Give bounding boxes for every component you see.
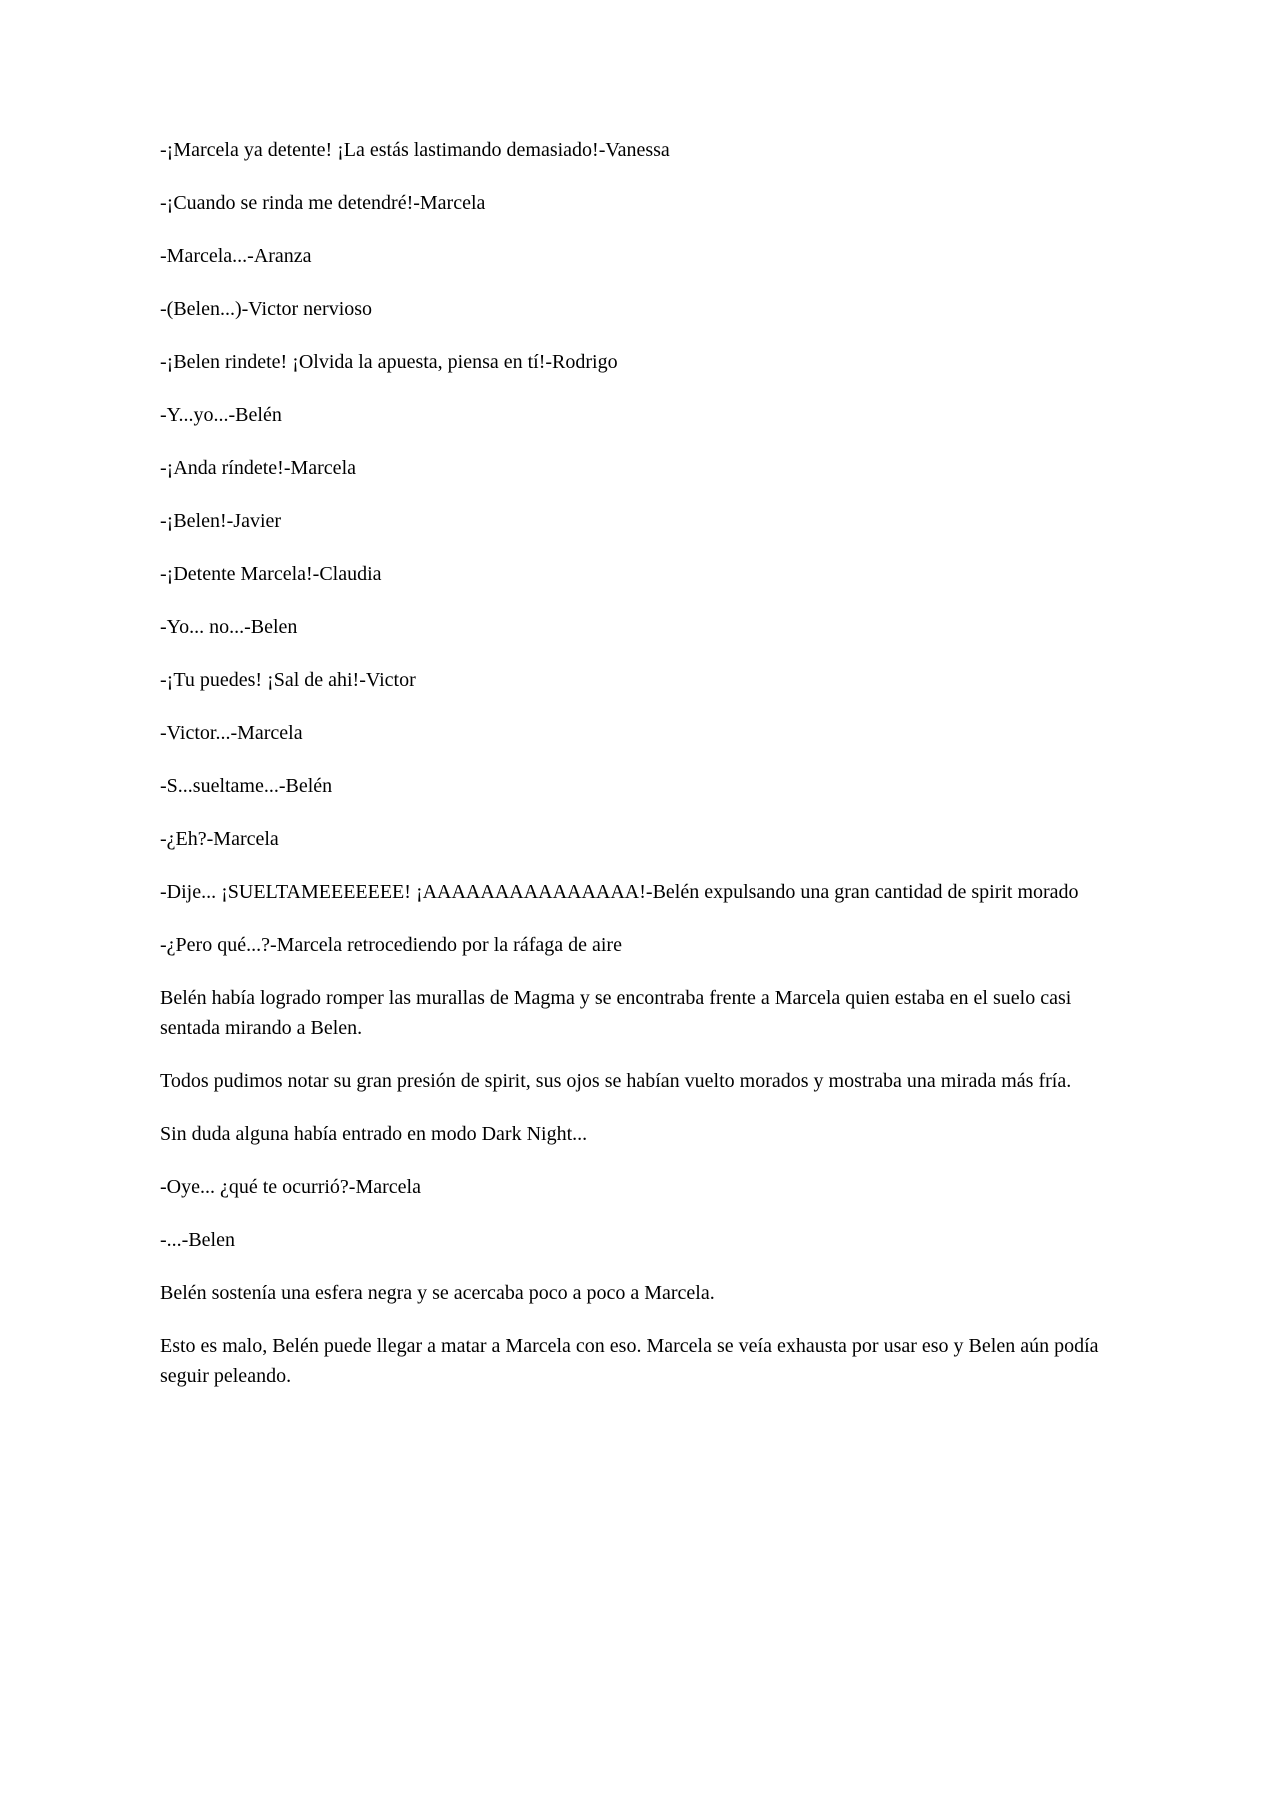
paragraph: -...-Belen [160,1229,235,1251]
paragraph: -¡Cuando se rinda me detendré!-Marcela [160,192,486,214]
paragraph: -¡Tu puedes! ¡Sal de ahi!-Victor [160,669,416,691]
paragraph: -Yo... no...-Belen [160,616,298,638]
paragraph: -¡Anda ríndete!-Marcela [160,457,356,479]
paragraph: -Y...yo...-Belén [160,404,282,426]
paragraph: -Victor...-Marcela [160,722,303,744]
paragraph: -Dije... ¡SUELTAMEEEEEEE! ¡AAAAAAAAAAAAAAA!-Belén expulsando una gran cantidad de spirit morado [160,881,1079,903]
paragraph: Esto es malo, Belén puede llegar a matar a Marcela con eso. Marcela se veía exhausta por usar eso y Belen aún podía seguir peleando. [160,1335,1099,1387]
paragraph: -¿Pero qué...?-Marcela retrocediendo por la ráfaga de aire [160,934,622,956]
paragraph: -¡Marcela ya detente! ¡La estás lastimando demasiado!-Vanessa [160,139,670,161]
paragraph: Belén había logrado romper las murallas de Magma y se encontraba frente a Marcela quien estaba en el suelo casi sentada mirando a Belen. [160,987,1072,1039]
paragraph: -¡Detente Marcela!-Claudia [160,563,382,585]
paragraph: -¿Eh?-Marcela [160,828,279,850]
paragraph: -Marcela...-Aranza [160,245,312,267]
paragraph: -S...sueltame...-Belén [160,775,333,797]
document-text [160,135,1122,1391]
paragraph: -Oye... ¿qué te ocurrió?-Marcela [160,1176,421,1198]
paragraph: Todos pudimos notar su gran presión de spirit, sus ojos se habían vuelto morados y mostraba una mirada más fría. [160,1070,1072,1092]
paragraph: -¡Belen!-Javier [160,510,282,532]
paragraph: -¡Belen rindete! ¡Olvida la apuesta, piensa en tí!-Rodrigo [160,351,618,373]
paragraph: Sin duda alguna había entrado en modo Dark Night... [160,1123,588,1145]
paragraph: -(Belen...)-Victor nervioso [160,298,373,320]
paragraph: Belén sostenía una esfera negra y se acercaba poco a poco a Marcela. [160,1282,715,1304]
